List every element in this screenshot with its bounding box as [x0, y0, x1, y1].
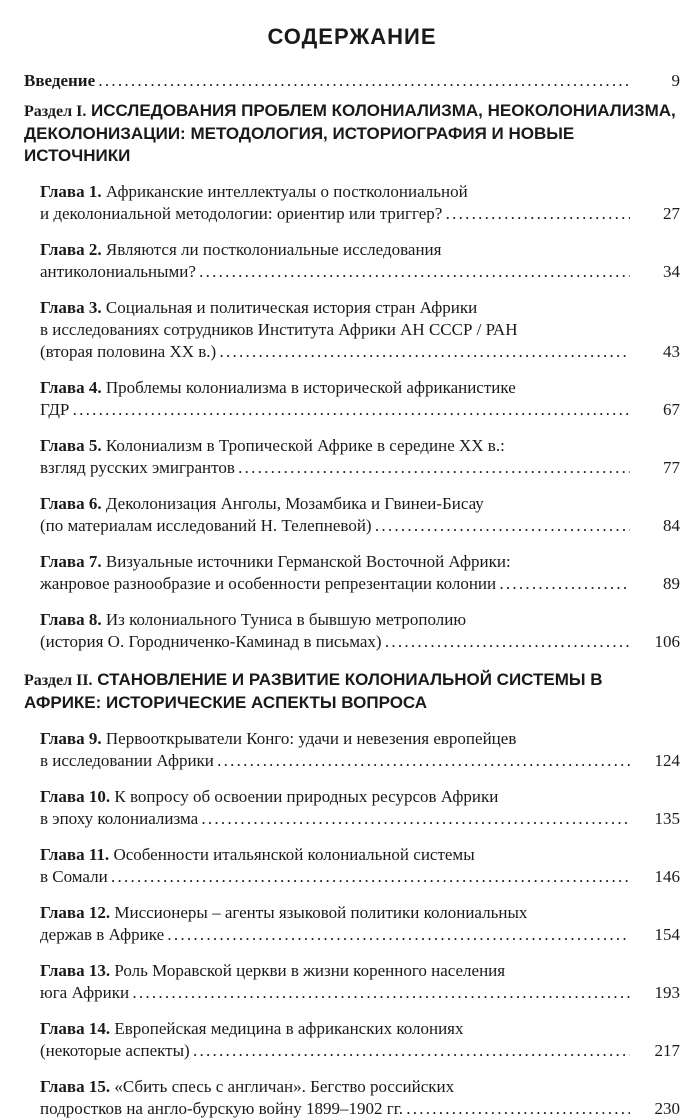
- toc-entry-chapter-6[interactable]: [24, 493, 680, 537]
- chapter-title: Из колониального Туниса в бывшую метрополию: [105, 610, 467, 629]
- page-number: 106: [654, 632, 680, 651]
- chapter-label: Глава 10.: [40, 787, 111, 806]
- chapter-label: Глава 4.: [40, 378, 102, 397]
- page-number: 27: [663, 204, 680, 223]
- chapter-label: Глава 5.: [40, 436, 102, 455]
- toc-entry-chapter-7[interactable]: [24, 551, 680, 595]
- chapter-label: Глава 7.: [40, 552, 102, 571]
- chapter-label: Глава 13.: [40, 961, 111, 980]
- chapter-title-cont: в исследованиях сотрудников Института Африки АН СССР / РАН: [40, 320, 518, 339]
- page-number: 193: [654, 983, 680, 1002]
- page-number: 77: [663, 458, 680, 477]
- chapter-title: Являются ли постколониальные исследования: [105, 240, 442, 259]
- chapter-title: Колониализм в Тропической Африке в середине XX в.:: [105, 436, 505, 455]
- toc-entry-chapter-1[interactable]: [24, 181, 680, 225]
- page-number: 124: [654, 751, 680, 770]
- toc-entry-chapter-4[interactable]: [24, 377, 680, 421]
- toc-entry-chapter-5[interactable]: [24, 435, 680, 479]
- chapter-title: Деколонизация Анголы, Мозамбика и Гвинеи-Бисау: [105, 494, 484, 513]
- page-number: 154: [654, 925, 680, 944]
- chapter-title: Европейская медицина в африканских колониях: [114, 1019, 464, 1038]
- page-title: СОДЕРЖАНИЕ: [267, 24, 437, 49]
- chapter-label: Глава 12.: [40, 903, 111, 922]
- toc-entry-chapter-14[interactable]: [24, 1018, 680, 1062]
- chapter-title: Роль Моравской церкви в жизни коренного населения: [114, 961, 506, 980]
- page-number: 67: [663, 400, 680, 419]
- page-number: 230: [654, 1099, 680, 1118]
- chapter-label: Глава 9.: [40, 729, 102, 748]
- page-number: 217: [654, 1041, 680, 1060]
- toc-entry-chapter-9[interactable]: [24, 728, 680, 772]
- chapter-title: Визуальные источники Германской Восточной Африки:: [105, 552, 511, 571]
- chapter-title-cont: (история О. Городниченко-Каминад в письмах) . . .: [40, 631, 630, 653]
- page-number: 135: [654, 809, 680, 828]
- chapter-title: Особенности итальянской колониальной системы: [113, 845, 475, 864]
- chapter-label: Глава 15.: [40, 1077, 111, 1096]
- chapter-title-cont: (некоторые аспекты) . . .: [40, 1040, 630, 1062]
- toc-entry-chapter-15[interactable]: [24, 1076, 680, 1120]
- chapter-title-cont: в эпоху колониализма . . .: [40, 808, 630, 830]
- toc-entry-chapter-13[interactable]: [24, 960, 680, 1004]
- chapter-label: Глава 8.: [40, 610, 102, 629]
- toc-entry-chapter-8[interactable]: [24, 609, 680, 653]
- chapter-label: Глава 1.: [40, 182, 102, 201]
- table-of-contents: [24, 70, 680, 1120]
- section-prefix: Раздел I.: [24, 103, 87, 120]
- chapter-title-cont: в Сомали . . .: [40, 866, 630, 888]
- chapter-label: Глава 3.: [40, 298, 102, 317]
- section-prefix: Раздел II.: [24, 672, 93, 689]
- chapter-title-cont: подростков на англо-бурскую войну 1899–1902 гг. . . .: [40, 1098, 630, 1120]
- section-1-heading: [24, 100, 680, 167]
- chapter-title-cont: держав в Африке . . .: [40, 924, 630, 946]
- chapter-title: Африканские интеллектуалы о постколониальной: [105, 182, 468, 201]
- chapter-title-cont: (по материалам исследований Н. Телепневой) . . .: [40, 515, 630, 537]
- chapter-title: Проблемы колониализма в исторической африканистике: [105, 378, 516, 397]
- toc-entry-chapter-3[interactable]: [24, 297, 680, 363]
- chapter-title-cont: взгляд русских эмигрантов . . .: [40, 457, 630, 479]
- chapter-title: Миссионеры – агенты языковой политики колониальных: [114, 903, 528, 922]
- chapter-label: Глава 11.: [40, 845, 110, 864]
- chapter-title-cont: и деколониальной методологии: ориентир или триггер? . . .: [40, 203, 630, 225]
- page-number: 9: [671, 71, 680, 90]
- page-number: 43: [663, 342, 680, 361]
- page-number: 89: [663, 574, 680, 593]
- chapter-label: Глава 6.: [40, 494, 102, 513]
- toc-entry-chapter-10[interactable]: [24, 786, 680, 830]
- toc-entry-chapter-12[interactable]: [24, 902, 680, 946]
- toc-entry-chapter-11[interactable]: [24, 844, 680, 888]
- chapter-label: Глава 2.: [40, 240, 102, 259]
- chapter-title-cont: антиколониальными? . . .: [40, 261, 630, 283]
- chapter-label: Глава 14.: [40, 1019, 111, 1038]
- chapter-title-cont: ГДР . . .: [40, 399, 630, 421]
- page-number: 84: [663, 516, 680, 535]
- chapter-title-cont: жанровое разнообразие и особенности репрезентации колонии . . .: [40, 573, 630, 595]
- toc-entry-intro[interactable]: [24, 70, 680, 92]
- intro-label: Введение: [24, 71, 96, 90]
- chapter-title: «Сбить спесь с англичан». Бегство российских: [114, 1077, 455, 1096]
- chapter-title-cont: в исследовании Африки . . .: [40, 750, 630, 772]
- page-number: 34: [663, 262, 680, 281]
- chapter-title: Первооткрыватели Конго: удачи и невезения европейцев: [105, 729, 517, 748]
- section-title: СТАНОВЛЕНИЕ И РАЗВИТИЕ КОЛОНИАЛЬНОЙ СИСТЕМЫ В АФРИКЕ: ИСТОРИЧЕСКИЕ АСПЕКТЫ ВОПРОСА: [24, 670, 603, 712]
- toc-entry-chapter-2[interactable]: [24, 239, 680, 283]
- chapter-title-cont: юга Африки . . .: [40, 982, 630, 1004]
- chapter-title-cont: (вторая половина XX в.) . . .: [40, 341, 630, 363]
- chapter-title: К вопросу об освоении природных ресурсов Африки: [114, 787, 499, 806]
- chapter-title: Социальная и политическая история стран Африки: [105, 298, 478, 317]
- page-number: 146: [654, 867, 680, 886]
- section-title: ИССЛЕДОВАНИЯ ПРОБЛЕМ КОЛОНИАЛИЗМА, НЕОКОЛОНИАЛИЗМА, ДЕКОЛОНИЗАЦИИ: МЕТОДОЛОГИЯ, ИСТОРИОГРАФИЯ И НОВЫЕ ИСТОЧНИКИ: [24, 101, 676, 165]
- section-2-heading: [24, 669, 680, 714]
